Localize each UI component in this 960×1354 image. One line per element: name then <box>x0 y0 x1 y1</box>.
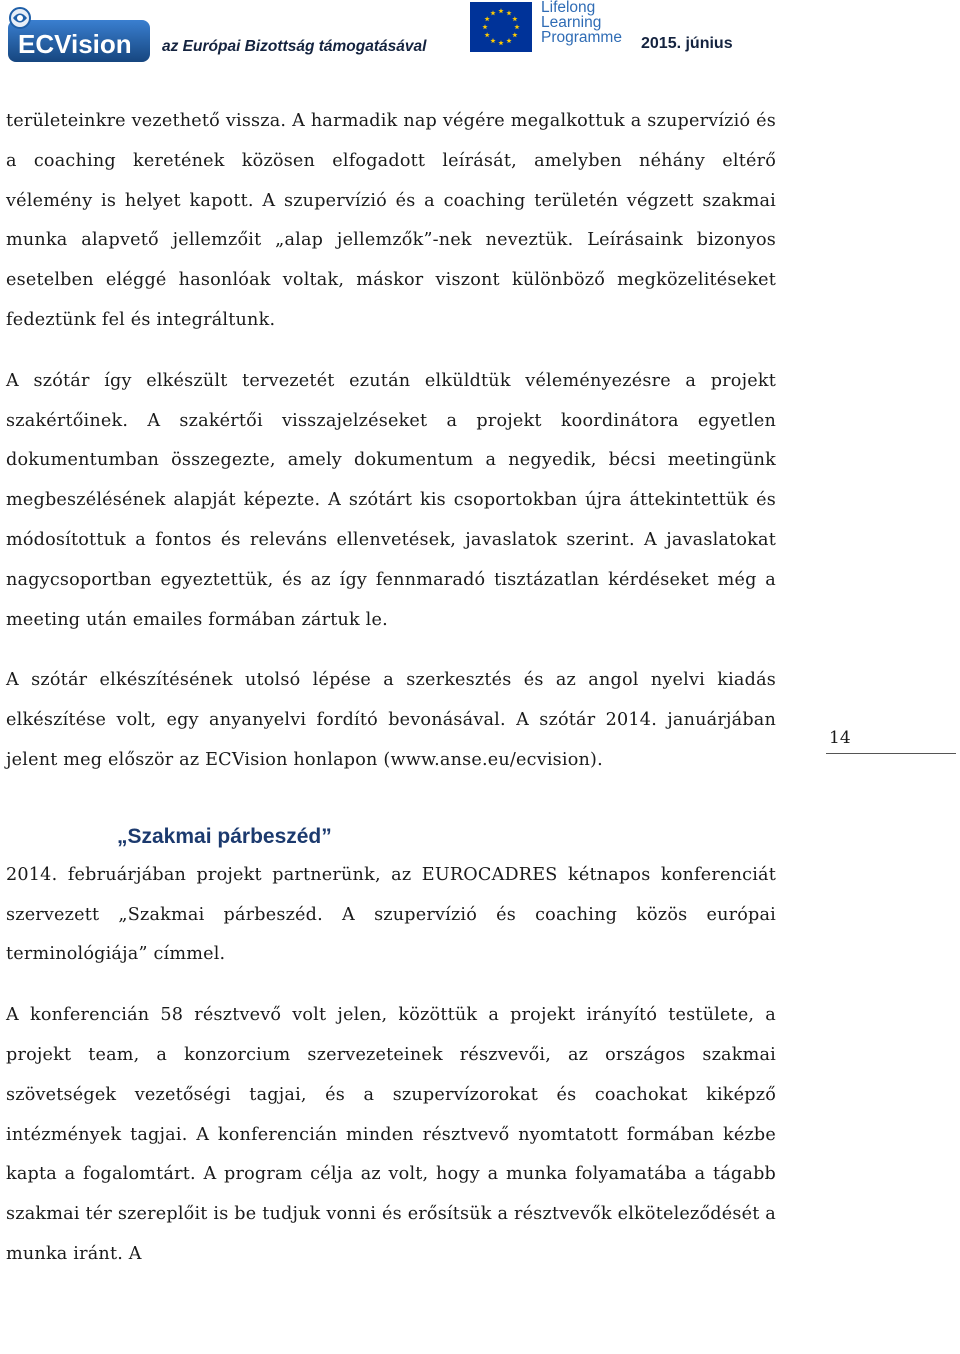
llp-line: Learning <box>541 14 602 31</box>
eu-flag-icon <box>470 2 532 52</box>
llp-line: Programme <box>541 29 622 46</box>
page-header <box>0 0 960 75</box>
document-body <box>6 102 776 1275</box>
paragraph: A szótár így elkészült tervezetét ezután elküldtük véleményezésre a projekt szakértőinek. A szakértői visszajelzéseket a projekt koordinátora egyetlen dokumentumban összegezte, amely dokumentum a negyedik, bécsi meetingünk megbeszélésének alapját képezte. A szótárt kis csoportokban újra áttekintettük és módosítottuk a fontos és releváns ellenvetések, javaslatok szerint. A javaslatokat nagycsoportban egyeztettük, és az így fennmaradó tisztázatlan kérdéseket még a meeting után emailes formában zártuk le. <box>6 370 776 630</box>
paragraph: A konferencián 58 résztvevő volt jelen, közöttük a projekt irányító testülete, a projekt team, a konzorcium szervezeteinek részvevői, az országos szakmai szövetségek vezetőségi tagjai, és a szupervízorokat és coachokat kiképző intézmények tagjai. A konferencián minden résztvevő nyomtatott formában kézbe kapta a fogalomtárt. A program célja az volt, hogy a munka folyamatába a tágabb szakmai tér szereplőit is be tudjuk vonni és erősítsük a résztvevők elköteleződését a munka iránt. A <box>6 1005 776 1264</box>
llp-logo-text <box>541 0 622 45</box>
paragraph: A szótár elkészítésének utolsó lépése a szerkesztés és az angol nyelvi kiadás elkészítése volt, egy anyanyelvi fordító bevonásával. A szótár 2014. januárjában jelent meg először az ECVision honlapon (www.anse.eu/ecvision). <box>6 670 776 770</box>
paragraph: 2014. februárjában projekt partnerünk, az EUROCADRES kétnapos konferenciát szervezett „Szakmai párbeszéd. A szupervízió és coaching közös európai terminológiája” címmel. <box>6 864 776 965</box>
ecvision-logo-lettering: ECVision <box>18 29 132 59</box>
section-heading: „Szakmai párbeszéd” <box>117 824 332 848</box>
paragraph: területeinkre vezethető vissza. A harmadik nap végére megalkottuk a szupervízió és a coaching keretének közösen elfogadott leírását, amelyben néhány eltérő vélemény is helyet kapott. A szupervízió és a coaching területén végzett szakmai munka alapvető jellemzőit „alap jellemzők”-nek neveztük. Leírásaink bizonyos esetelben eléggé hasonlóak voltak, máskor viszont különböző megközelitéseket fedeztünk fel és integráltunk. <box>6 111 776 330</box>
llp-line: Lifelong <box>541 0 596 16</box>
page-number: 14 <box>829 728 851 748</box>
page-number-rule <box>826 753 956 754</box>
eu-support-text: az Európai Bizottság támogatásával <box>162 38 427 55</box>
issue-date: 2015. június <box>641 35 733 52</box>
ecvision-logo <box>8 6 150 62</box>
